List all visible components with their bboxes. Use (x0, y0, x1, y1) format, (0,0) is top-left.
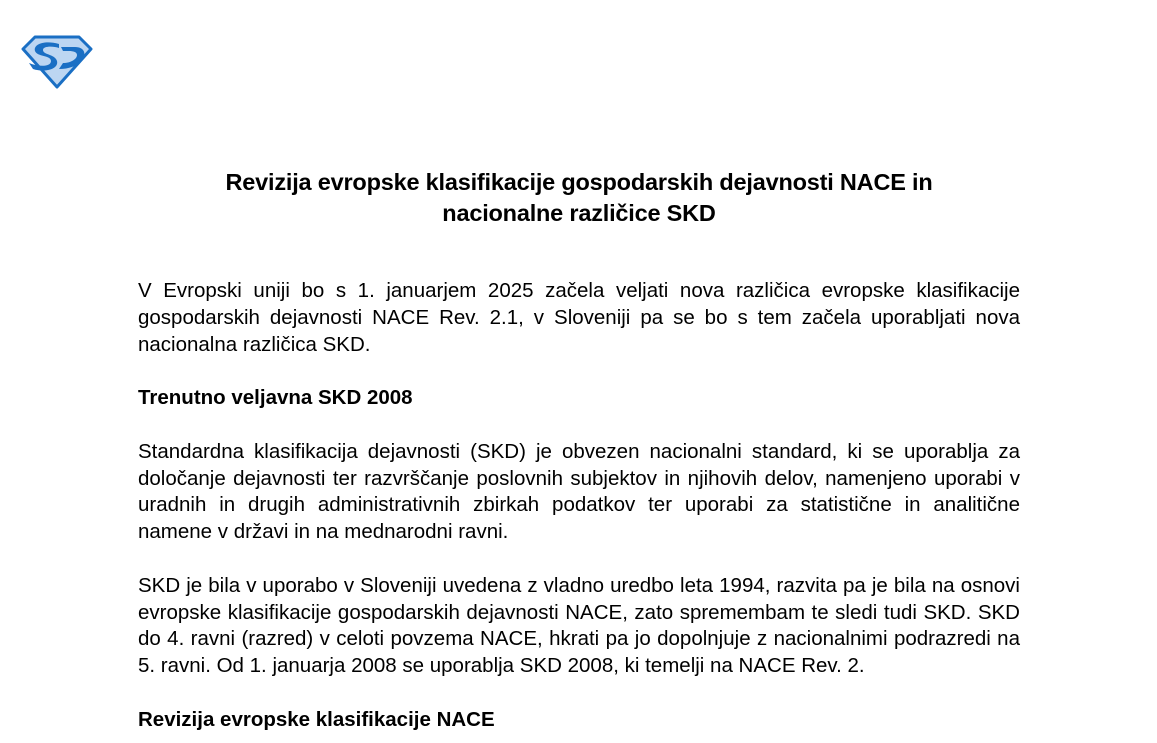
document-body (138, 278, 1020, 734)
sd-logo (21, 35, 93, 89)
section-paragraph: SKD je bila v uporabo v Sloveniji uvedena z vladno uredbo leta 1994, razvita pa je bila na osnovi evropske klasifikacije gospodarskih dejavnosti NACE, zato spremembam te sledi tudi SKD. SKD do 4. ravni (razred) v celoti povzema NACE, hkrati pa jo dopolnjuje z nacionalnimi podrazredi na 5. ravni. Od 1. januarja 2008 se uporablja SKD 2008, ki temelji na NACE Rev. 2. (138, 573, 1020, 678)
section-heading: Trenutno veljavna SKD 2008 (138, 386, 413, 410)
shield-logo-icon (21, 35, 93, 89)
intro-paragraph: V Evropski uniji bo s 1. januarjem 2025 začela veljati nova različica evropske klasifikacije gospodarskih dejavnosti NACE Rev. 2.1, v Sloveniji pa se bo s tem začela uporabljati nova nacionalna različica SKD. (138, 279, 1020, 356)
page-title (140, 167, 1018, 229)
title-line-1: Revizija evropske klasifikacije gospodarskih dejavnosti NACE in (225, 169, 933, 195)
section-heading: Revizija evropske klasifikacije NACE (138, 707, 495, 731)
title-line-2: nacionalne različice SKD (442, 200, 716, 226)
section-paragraph: Standardna klasifikacija dejavnosti (SKD) je obvezen nacionalni standard, ki se uporablja za določanje dejavnosti ter razvrščanje poslovnih subjektov in njihovih delov, namenjeno uporabi v uradnih in drugih administrativnih zbirkah podatkov ter uporabi za statistične in analitične namene v državi in na mednarodni ravni. (138, 439, 1020, 544)
